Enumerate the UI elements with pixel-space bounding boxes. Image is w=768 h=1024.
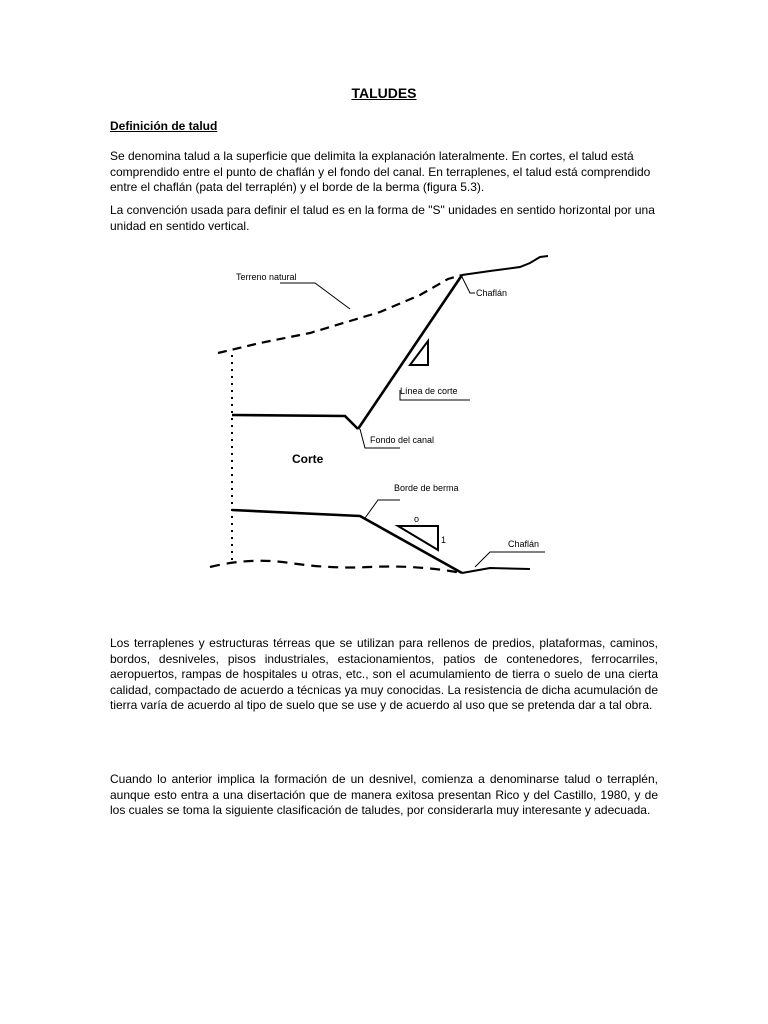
leader-borde	[365, 500, 400, 518]
label-chaflan-bottom: Chaflán	[508, 539, 540, 549]
fill-slope-triangle	[398, 526, 438, 550]
section-heading: Definición de talud	[110, 119, 218, 133]
label-terreno-natural: Terreno natural	[236, 272, 297, 282]
label-slope-one: 1	[441, 535, 447, 545]
label-slope-s: o	[414, 514, 420, 524]
leader-terreno	[280, 283, 350, 309]
fill-slope-line	[232, 510, 462, 573]
terrain-top-line	[462, 256, 548, 275]
leader-chaflan-bottom	[475, 552, 545, 567]
talud-diagram	[200, 245, 560, 585]
leader-chaflan-top	[462, 277, 475, 293]
label-fondo-canal: Fondo del canal	[370, 435, 435, 445]
page-title: TALUDES	[351, 85, 417, 101]
label-corte: Corte	[292, 452, 324, 466]
fill-base-line	[462, 568, 530, 573]
paragraph-desnivel: Cuando lo anterior implica la formación de un desnivel, comienza a denominarse talud o terraplén, aunque esto entra a una disertación que de manera exitosa presentan Rico y del Castillo, 1980, y de los cuales se toma la siguiente clasificación de taludes, por considerarla muy interesante y adecuada.	[110, 772, 658, 817]
paragraph-convention: La convención usada para definir el talud es en la forma de "S" unidades en sentido horizontal por una unidad en sentido vertical.	[110, 203, 655, 233]
label-borde-berma: Borde de berma	[394, 483, 459, 493]
cut-slope-triangle	[410, 341, 428, 365]
talud-diagram-svg	[200, 245, 560, 585]
paragraph-definition: Se denomina talud a la superficie que delimita la explanación lateralmente. En cortes, el talud está comprendido entre el punto de chaflán y el fondo del canal. En terraplenes, el talud está comprendido entre el chaflán (pata del terraplén) y el borde de la berma (figura 5.3).	[110, 149, 651, 194]
paragraph-terraplenes: Los terraplenes y estructuras térreas que se utilizan para rellenos de predios, plataformas, caminos, bordos, desniveles, pisos industriales, estacionamientos, patios de contenedores, ferrocarriles, aeropuertos, rampas de hospitales u otras, etc., son el acumulamiento de tierra o suelo de una cierta calidad, compactado de acuerdo a técnicas ya muy conocidas. La resistencia de dicha acumulación de tierra varía de acuerdo al tipo de suelo que se use y de acuerdo al uso que se pretenda dar a tal obra.	[110, 636, 658, 712]
canal-bottom-line	[232, 415, 358, 429]
natural-terrain-line	[218, 275, 462, 353]
label-chaflan-top: Chaflán	[476, 288, 508, 298]
bottom-terrain-line	[210, 561, 462, 573]
label-linea-corte: Línea de corte	[400, 386, 458, 396]
